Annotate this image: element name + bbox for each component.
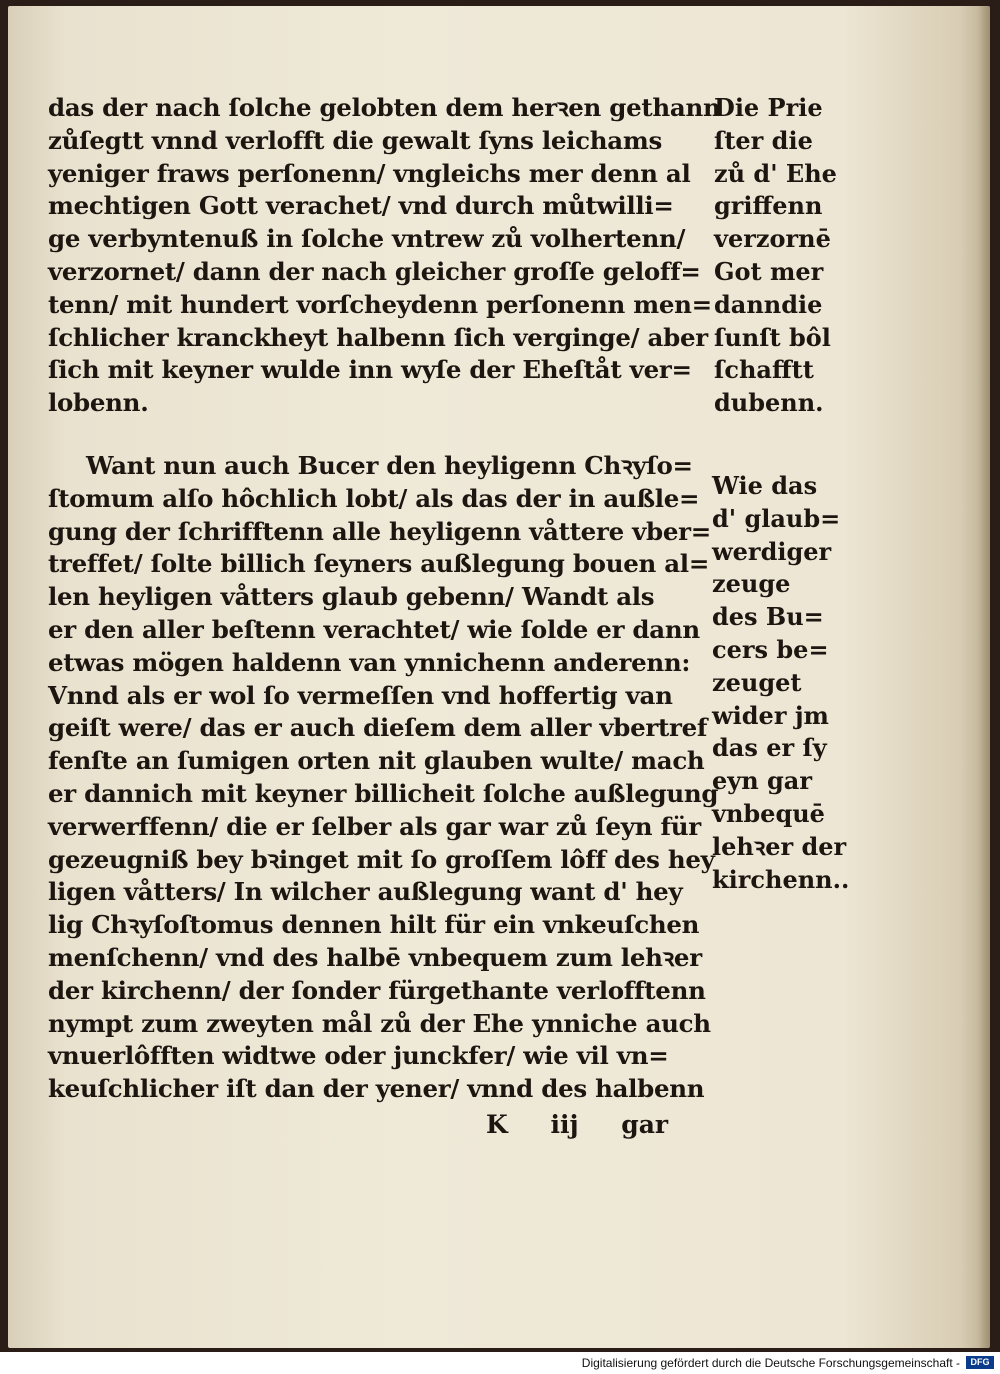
note-line: des Bu= bbox=[712, 602, 824, 632]
text-line: tenn/ mit hundert vorſcheydenn perſonenn men= bbox=[48, 289, 712, 319]
note-line: d' glaub= bbox=[712, 503, 841, 533]
text-line: gezeugniß bey bꝛinget mit ſo groſſem lôff des hey bbox=[48, 844, 715, 874]
text-line: yeniger fraws perſonenn/ vngleichs mer denn al bbox=[48, 158, 691, 188]
text-line: treffet/ ſolte billich ſeyners außlegung bouen al= bbox=[48, 549, 710, 579]
text-line: lig Chꝛyſoſtomus dennen hilt für ein vnkeuſchen bbox=[48, 910, 700, 940]
note-line: wider jm bbox=[712, 700, 829, 730]
text-line: len heyligen våtters glaub gebenn/ Wandt als bbox=[48, 582, 655, 612]
text-line: das der nach ſolche gelobten dem herꝛen gethann bbox=[48, 93, 721, 122]
note-line: zů d' Ehe bbox=[714, 158, 837, 188]
text-line: Vnnd als er wol ſo vermeſſen vnd hoffertig van bbox=[48, 680, 673, 710]
margin-note-2 bbox=[712, 470, 849, 896]
note-line: lehꝛer der bbox=[712, 831, 847, 861]
text-line: ligen våtters/ In wilcher außlegung want d' hey bbox=[48, 877, 683, 907]
text-line: Want nun auch Bucer den heyligenn Chꝛyſo= bbox=[86, 450, 693, 480]
note-line: Die Prie bbox=[714, 93, 823, 122]
note-line: ſunſt bôl bbox=[714, 322, 831, 352]
note-line: kirchenn.. bbox=[712, 864, 850, 894]
text-line: verwerffenn/ die er ſelber als gar war zů ſeyn für bbox=[48, 811, 701, 841]
text-line: der kirchenn/ der ſonder fürgethante verlofftenn bbox=[48, 975, 706, 1005]
note-line: das er ſy bbox=[712, 733, 827, 763]
text-line: zůſegtt vnnd verlofft die gewalt ſyns leichams bbox=[48, 125, 663, 155]
margin-note-1 bbox=[714, 92, 837, 420]
note-line: zeuget bbox=[712, 667, 802, 697]
note-line: danndie bbox=[714, 289, 823, 319]
footer-credit: Digitalisierung gefördert durch die Deutsche Forschungsgemeinschaft - bbox=[581, 1356, 960, 1370]
text-line: fenſte an ſumigen orten nit glauben wulte/ mach bbox=[48, 746, 705, 776]
text-line: gung der ſchrifftenn alle heyligenn våttere vber= bbox=[48, 516, 711, 546]
note-line: vnbequē bbox=[712, 798, 825, 828]
note-line: Wie das bbox=[712, 471, 818, 500]
note-line: verzornē bbox=[714, 224, 831, 254]
footer-bar bbox=[0, 1352, 1000, 1374]
note-line: griffenn bbox=[714, 191, 823, 221]
text-line: ſchlicher kranckheyt halbenn ſich verginge/ aber bbox=[48, 322, 708, 352]
text-line: menſchenn/ vnd des halbē vnbequem zum lehꝛer bbox=[48, 942, 702, 972]
main-text-block bbox=[48, 92, 721, 1106]
text-line: mechtigen Gott verachet/ vnd durch můtwilli= bbox=[48, 191, 674, 221]
text-line: ge verbyntenuß in ſolche vntrew zů volhertenn/ bbox=[48, 224, 686, 254]
text-line: lobenn. bbox=[48, 388, 149, 418]
note-line: zeuge bbox=[712, 569, 791, 599]
paragraph-2 bbox=[48, 450, 719, 1106]
note-line: ſter die bbox=[714, 125, 813, 155]
note-line: werdiger bbox=[712, 536, 832, 566]
folio-number: iij bbox=[550, 1110, 579, 1139]
text-line: nympt zum zweyten mål zů der Ehe ynniche auch bbox=[48, 1008, 711, 1038]
note-line: eyn gar bbox=[712, 766, 812, 796]
text-line: etwas mögen haldenn van ynnichenn anderenn: bbox=[48, 647, 691, 677]
catchword: gar bbox=[621, 1110, 669, 1139]
note-line: Got mer bbox=[714, 256, 824, 286]
text-line: vnuerlôfften widtwe oder junckfer/ wie vil vn= bbox=[48, 1041, 669, 1071]
note-line: dubenn. bbox=[714, 388, 824, 418]
text-line: er den aller beſtenn verachtet/ wie ſolde er dann bbox=[48, 614, 700, 644]
text-line: verzornet/ dann der nach gleicher groſſe geloff= bbox=[48, 256, 701, 286]
text-line: keuſchlicher iſt dan der yener/ vnnd des halbenn bbox=[48, 1074, 705, 1104]
page-edge-shadow bbox=[978, 6, 990, 1348]
signature-mark: K bbox=[486, 1110, 508, 1139]
catchline bbox=[486, 1110, 702, 1139]
note-line: ſchafftt bbox=[714, 355, 814, 385]
text-line: ſtomum alſo hôchlich lobt/ als das der in außle= bbox=[48, 483, 700, 513]
note-line: cers be= bbox=[712, 634, 829, 664]
text-line: er dannich mit keyner billicheit ſolche außlegung bbox=[48, 778, 719, 808]
paragraph-1 bbox=[48, 92, 721, 420]
text-line: ſich mit keyner wulde inn wyſe der Eheſtåt ver= bbox=[48, 355, 692, 385]
text-line: geiſt were/ das er auch dieſem dem aller vbertref bbox=[48, 713, 708, 743]
dfg-logo: DFG bbox=[966, 1356, 994, 1369]
